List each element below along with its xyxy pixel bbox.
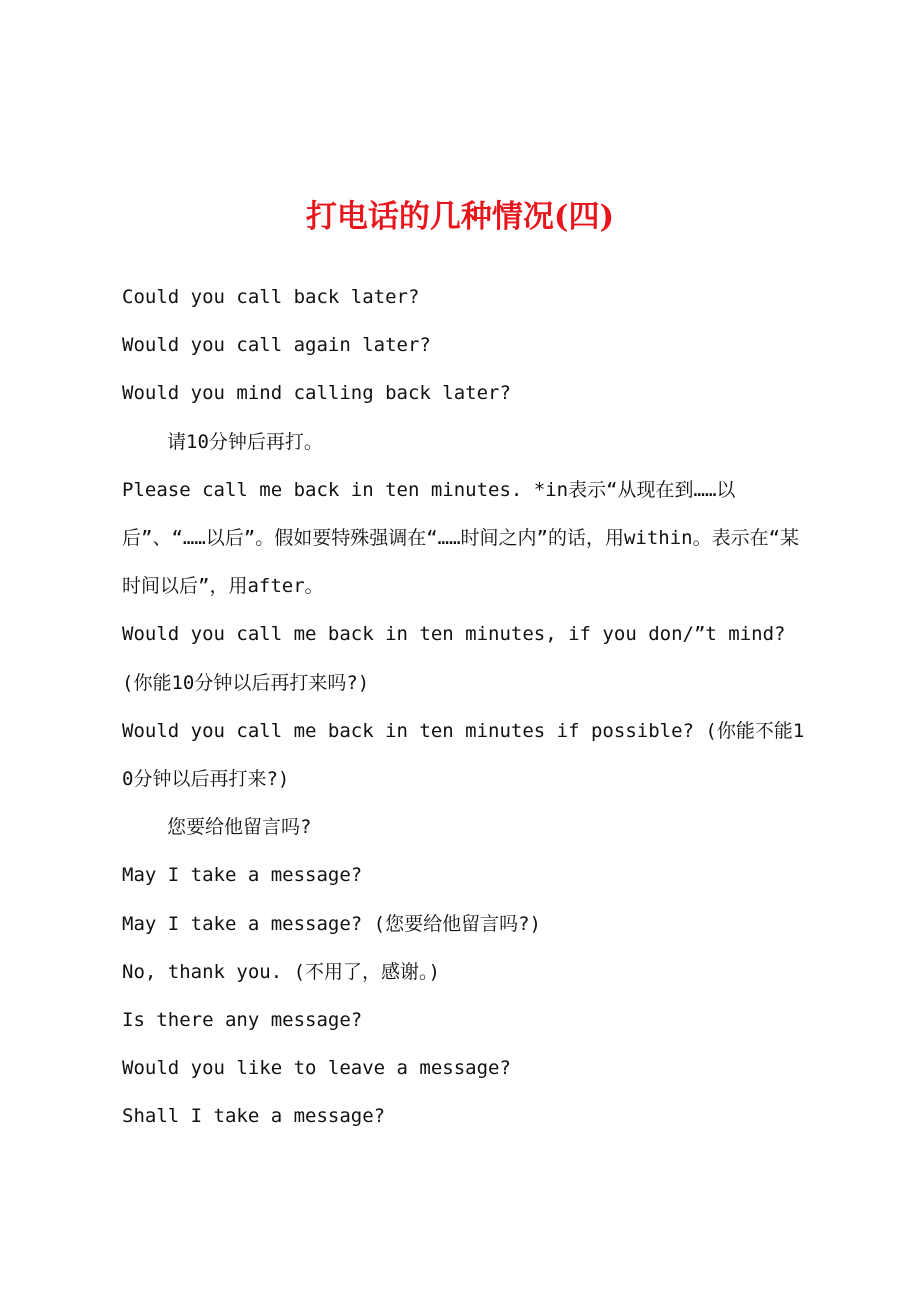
text-line: May I take a message? (您要给他留言吗?) [122,912,541,935]
document-body [122,273,812,1141]
text-paragraph: Would you call me back in ten minutes, if you don/”t mind? (你能10分钟以后再打来吗?) [122,623,786,694]
text-paragraph: Would you call me back in ten minutes if possible? (你能不能10分钟以后再打来?) [122,719,805,791]
text-line: Would you like to leave a message? [122,1057,511,1080]
text-paragraph: Please call me back in ten minutes. *in表示“从现在到……以后”、“……以后”。假如要特殊强调在“……时间之内”的话，用within。表示在“某时间以后”，用after。 [122,478,800,598]
text-line: Is there any message? [122,1009,363,1032]
text-line: Would you mind calling back later? [122,382,511,405]
text-line: Shall I take a message? [122,1105,386,1128]
text-line: Could you call back later? [122,286,420,308]
text-line: No, thank you. (不用了，感谢。) [122,960,440,983]
section-heading: 请10分钟后再打。 [167,430,323,453]
page-title: 打电话的几种情况(四) [305,199,615,235]
section-heading: 您要给他留言吗? [167,816,312,839]
text-line: Would you call again later? [122,334,431,357]
text-line: May I take a message? [122,864,363,887]
